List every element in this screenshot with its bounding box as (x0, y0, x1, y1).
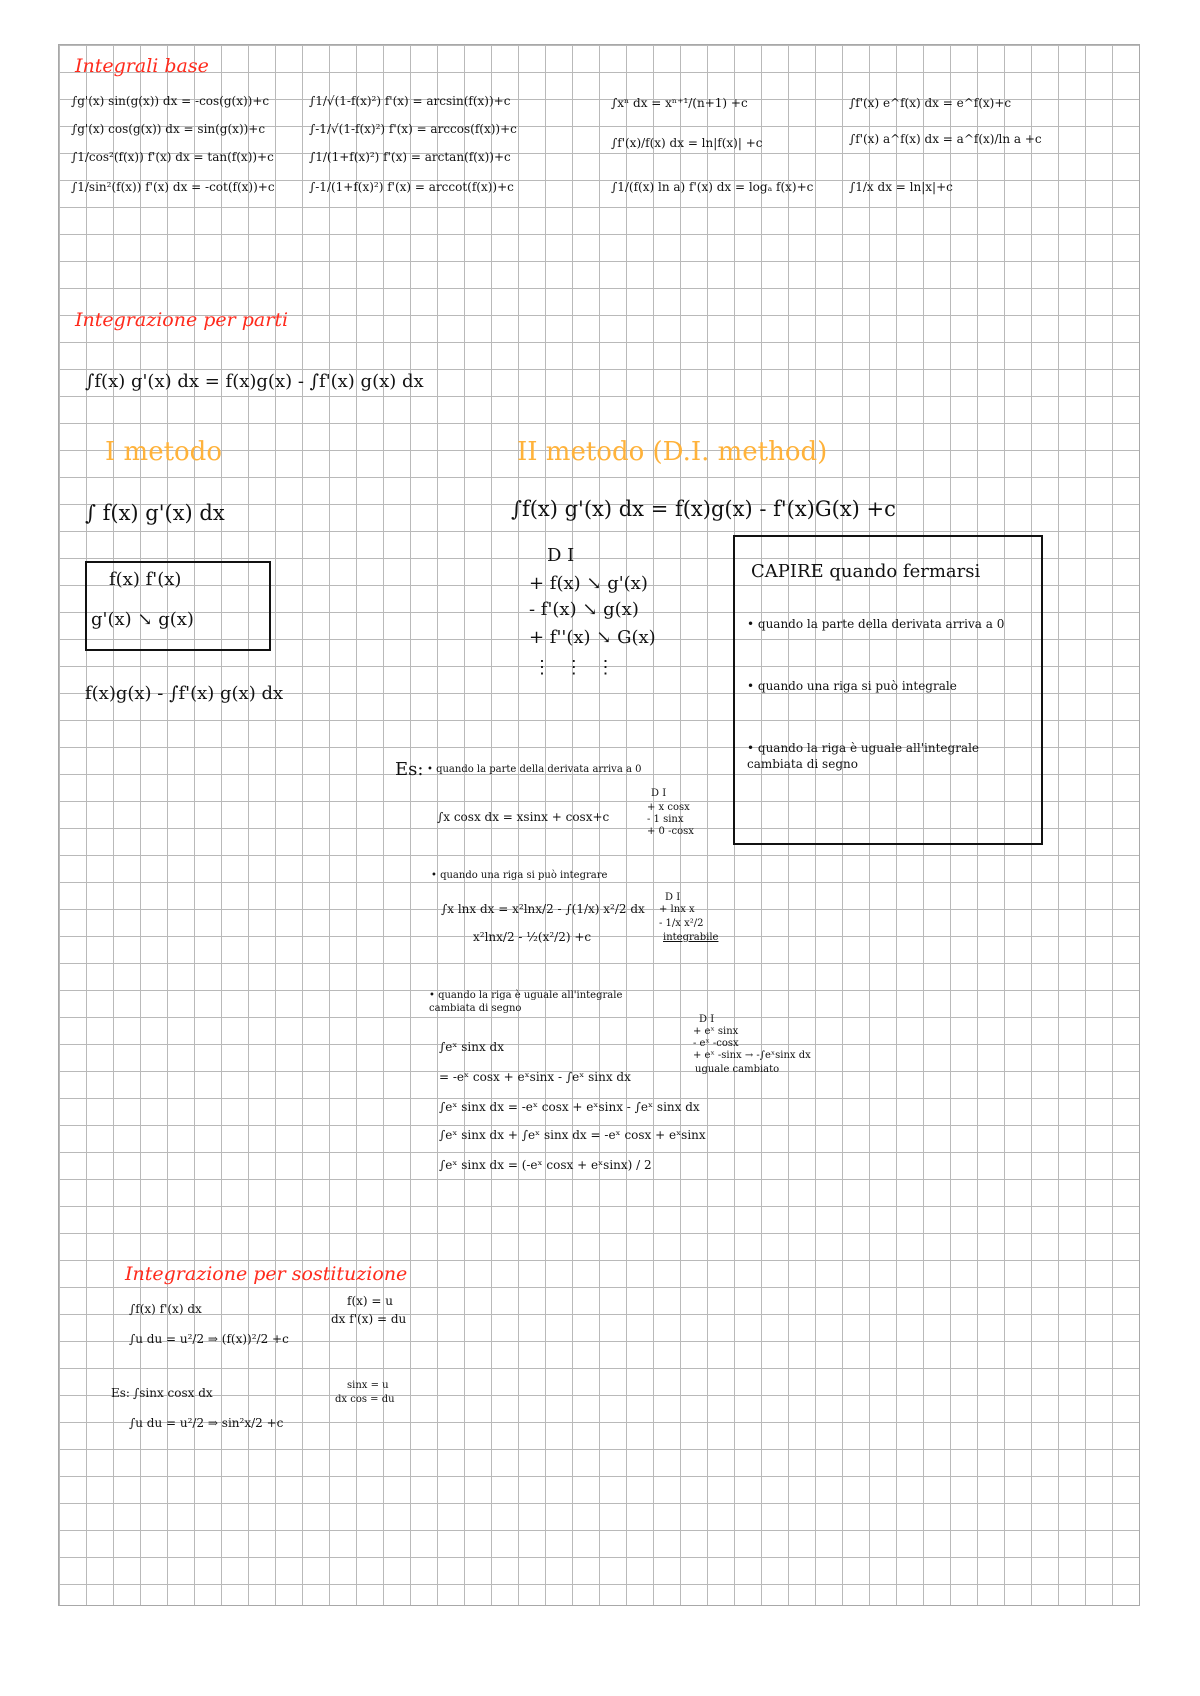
example-2-table-row: - 1/x x²/2 (659, 918, 704, 929)
example-3-line: ∫eˣ sinx dx (439, 1040, 505, 1054)
example-1-integral: ∫x cosx dx = xsinx + cosx+c (437, 810, 610, 824)
example-1-title: • quando la parte della derivata arriva a 0 (427, 764, 642, 775)
substitution-example-line: ∫sinx cosx dx (133, 1386, 213, 1400)
example-2-table-row: integrabile (663, 932, 719, 943)
formula-line: ∫g'(x) sin(g(x)) dx = -cos(g(x))+c (71, 94, 270, 108)
di-table-header: D I (547, 545, 575, 566)
formula-line: ∫1/(f(x) ln a) f'(x) dx = logₐ f(x)+c (611, 180, 814, 194)
example-1-table-row: + x cosx (647, 802, 690, 813)
example-3-line: ∫eˣ sinx dx = (-eˣ cosx + eˣsinx) / 2 (439, 1158, 652, 1172)
di-table-row: + f''(x) ↘ G(x) (529, 627, 656, 648)
di-table-dots: ⋮ ⋮ ⋮ (533, 657, 619, 678)
section-title-by-parts: Integrazione per parti (75, 309, 289, 331)
example-3-line: = -eˣ cosx + eˣsinx - ∫eˣ sinx dx (439, 1070, 631, 1084)
example-2-title: • quando una riga si può integrare (431, 870, 608, 881)
section-title-substitution: Integrazione per sostituzione (125, 1263, 408, 1285)
example-3-line: ∫eˣ sinx dx + ∫eˣ sinx dx = -eˣ cosx + eˣsinx (439, 1128, 706, 1142)
substitution-example-note: sinx = u (347, 1380, 389, 1391)
example-3-table-row: + eˣ -sinx → -∫eˣsinx dx (693, 1050, 811, 1061)
di-table-row: - f'(x) ↘ g(x) (529, 599, 639, 620)
di-table-row: + f(x) ↘ g'(x) (529, 573, 648, 594)
substitution-example-line: ∫u du = u²/2 ⇒ sin²x/2 +c (129, 1416, 284, 1430)
example-3-table-row: + eˣ sinx (693, 1026, 739, 1037)
method-1-box-bottom: g'(x) ↘ g(x) (91, 609, 194, 630)
example-3-line: ∫eˣ sinx dx = -eˣ cosx + eˣsinx - ∫eˣ sinx dx (439, 1100, 700, 1114)
substitution-example-note: dx cos = du (335, 1394, 395, 1405)
formula-line: ∫1/cos²(f(x)) f'(x) dx = tan(f(x))+c (71, 150, 274, 164)
example-2-line: x²lnx/2 - ½(x²/2) +c (473, 930, 592, 944)
substitution-note: dx f'(x) = du (331, 1312, 407, 1326)
stop-rule-item: • quando la riga è uguale all'integrale cambiata di segno (747, 741, 980, 771)
example-2-line: ∫x lnx dx = x²lnx/2 - ∫(1/x) x²/2 dx (441, 902, 645, 916)
formula-line: ∫g'(x) cos(g(x)) dx = sin(g(x))+c (71, 122, 266, 136)
formula-line: ∫1/√(1-f(x)²) f'(x) = arcsin(f(x))+c (309, 94, 511, 108)
example-1-table-row: D I (651, 788, 667, 799)
example-3-table-row: uguale cambiato (695, 1064, 780, 1075)
example-1-table-row: - 1 sinx (647, 814, 684, 825)
formula-line: ∫1/sin²(f(x)) f'(x) dx = -cot(f(x))+c (71, 180, 275, 194)
substitution-line: ∫f(x) f'(x) dx (129, 1302, 202, 1316)
example-3-title: • quando la riga è uguale all'integrale cambiata di segno (429, 990, 623, 1014)
section-title-basic-integrals: Integrali base (75, 55, 209, 77)
example-2-table-row: + lnx x (659, 904, 695, 915)
formula-line: ∫f'(x) a^f(x) dx = a^f(x)/ln a +c (849, 132, 1042, 146)
example-3-table-row: D I (699, 1014, 715, 1025)
by-parts-formula: ∫f(x) g'(x) dx = f(x)g(x) - ∫f'(x) g(x) dx (85, 371, 424, 392)
method-1-integral: ∫ f(x) g'(x) dx (85, 501, 225, 525)
formula-line: ∫-1/√(1-f(x)²) f'(x) = arccos(f(x))+c (309, 122, 517, 136)
grid-paper (58, 44, 1140, 1606)
method-1-result: f(x)g(x) - ∫f'(x) g(x) dx (85, 683, 284, 704)
substitution-note: f(x) = u (347, 1294, 393, 1308)
examples-label: Es: (395, 759, 424, 780)
example-3-table-row: - eˣ -cosx (693, 1038, 739, 1049)
stop-rule-item: • quando una riga si può integrale (747, 679, 957, 693)
stop-rules-title: CAPIRE quando fermarsi (751, 561, 981, 582)
method-2-title: II metodo (D.I. method) (517, 437, 828, 467)
method-1-title: I metodo (105, 437, 222, 467)
formula-line: ∫xⁿ dx = xⁿ⁺¹/(n+1) +c (611, 96, 748, 110)
formula-line: ∫f'(x)/f(x) dx = ln|f(x)| +c (611, 136, 763, 150)
formula-line: ∫1/(1+f(x)²) f'(x) = arctan(f(x))+c (309, 150, 511, 164)
example-2-table-row: D I (665, 892, 681, 903)
example-1-table-row: + 0 -cosx (647, 826, 694, 837)
substitution-example-label: Es: (111, 1386, 130, 1400)
formula-line: ∫1/x dx = ln|x|+c (849, 180, 953, 194)
method-1-box-top: f(x) f'(x) (109, 569, 182, 590)
method-2-formula: ∫f(x) g'(x) dx = f(x)g(x) - f'(x)G(x) +c (511, 497, 896, 521)
stop-rule-item: • quando la parte della derivata arriva a 0 (747, 617, 1005, 631)
formula-line: ∫-1/(1+f(x)²) f'(x) = arccot(f(x))+c (309, 180, 514, 194)
formula-line: ∫f'(x) e^f(x) dx = e^f(x)+c (849, 96, 1012, 110)
substitution-line: ∫u du = u²/2 ⇒ (f(x))²/2 +c (129, 1332, 289, 1346)
